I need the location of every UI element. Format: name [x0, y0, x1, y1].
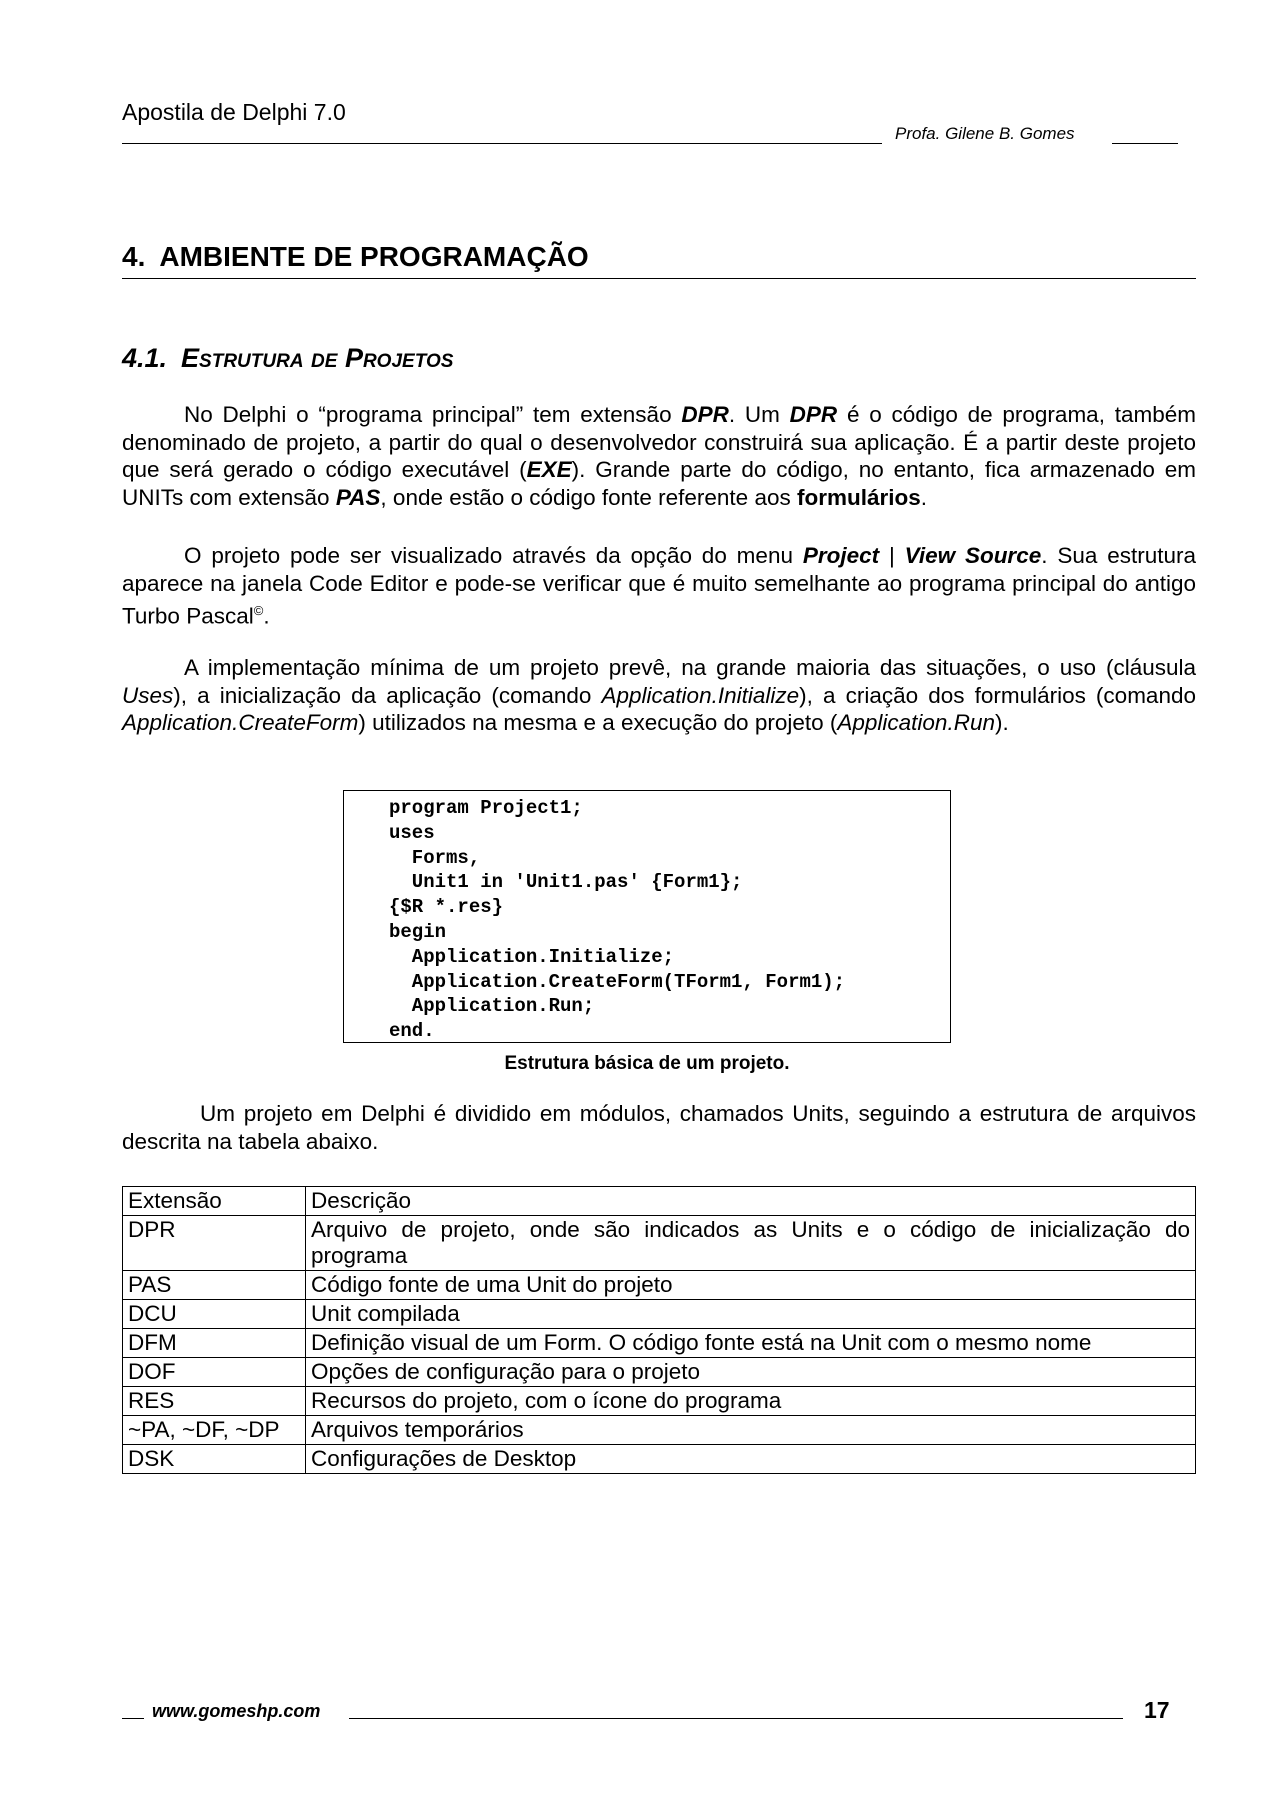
table-cell-extension: DSK	[123, 1445, 306, 1474]
p3-run: Application.Run	[837, 710, 995, 736]
p1-text-2: . Um	[728, 402, 790, 427]
section-title: Estrutura de Projetos	[181, 343, 454, 373]
table-cell-extension: DOF	[123, 1358, 306, 1387]
table-cell-extension: DCU	[123, 1300, 306, 1329]
table-header-cell: Extensão	[123, 1187, 306, 1216]
code-listing	[389, 796, 845, 1044]
table-cell-extension: ~PA, ~DF, ~DP	[123, 1416, 306, 1445]
code-line: end.	[389, 1020, 435, 1043]
table-cell-description: Configurações de Desktop	[306, 1445, 1196, 1474]
code-line: Unit1 in 'Unit1.pas' {Form1};	[389, 871, 743, 894]
code-box	[343, 790, 951, 1043]
p3-text-1: A implementação mínima de um projeto prevê, na grande maioria das situações, o uso (cláusula	[184, 655, 1196, 680]
p1-exe: EXE	[526, 457, 572, 483]
paragraph-view-source	[122, 542, 1196, 630]
table-row	[123, 1445, 1196, 1474]
p3-initialize: Application.Initialize	[601, 682, 800, 708]
p2-view-source: View Source	[904, 543, 1042, 568]
header-author: Profa. Gilene B. Gomes	[895, 124, 1075, 143]
code-line: {$R *.res}	[389, 896, 504, 919]
code-line: begin	[389, 920, 447, 943]
table-cell-description: Código fonte de uma Unit do projeto	[306, 1271, 1196, 1300]
p1-text-1: No Delphi o “programa principal” tem extensão	[184, 402, 682, 427]
section-heading	[122, 342, 453, 374]
chapter-heading	[122, 240, 1196, 279]
p2-text-3: . Sua estrutura aparece na janela Code Editor e pode-se verificar que é muito semelhante ao programa principal do antigo Turbo Pascal	[122, 543, 1197, 629]
table-row	[123, 1416, 1196, 1445]
p1-formularios: formulários	[796, 484, 921, 510]
table-cell-extension: PAS	[123, 1271, 306, 1300]
p3-text-2: ), a inicialização da aplicação (comando	[173, 682, 602, 708]
footer-leading-rule	[122, 1718, 144, 1719]
p3-uses: Uses	[122, 682, 174, 708]
p3-text-4: ) utilizados na mesma e a execução do projeto (	[358, 710, 838, 736]
footer-rule	[349, 1718, 1123, 1719]
paragraph-dpr	[122, 401, 1196, 511]
table-row	[123, 1216, 1196, 1271]
table-cell-description: Recursos do projeto, com o ícone do programa	[306, 1387, 1196, 1416]
extension-table	[122, 1186, 1196, 1474]
footer-site: www.gomeshp.com	[152, 1701, 321, 1721]
header-title: Apostila de Delphi 7.0	[122, 99, 346, 125]
p2-text-4: .	[263, 603, 270, 629]
table-cell-description: Unit compilada	[306, 1300, 1196, 1329]
table-cell-extension: DFM	[123, 1329, 306, 1358]
p1-text-6: .	[920, 484, 928, 510]
table-row	[123, 1271, 1196, 1300]
table-cell-description: Arquivos temporários	[306, 1416, 1196, 1445]
p3-text-3: ), a criação dos formulários (comando	[799, 682, 1196, 708]
paragraph-implementation	[122, 654, 1196, 737]
table-header-row	[123, 1187, 1196, 1216]
p1-dpr-2: DPR	[789, 402, 838, 427]
chapter-title: AMBIENTE DE PROGRAMAÇÃO	[159, 241, 589, 272]
code-line: Application.Run;	[389, 995, 595, 1018]
section-number: 4.1.	[122, 343, 168, 373]
code-line: Forms,	[389, 846, 481, 869]
p1-text-4: ). Grande parte do código, no entanto, fica armazenado em UNITs com extensão	[122, 457, 1196, 510]
p1-dpr-1: DPR	[681, 402, 729, 427]
p1-pas: PAS	[335, 484, 381, 510]
copyright-mark: ©	[253, 603, 264, 619]
table-cell-extension: DPR	[123, 1216, 306, 1271]
code-caption: Estrutura básica de um projeto.	[504, 1053, 790, 1074]
table-row	[123, 1329, 1196, 1358]
page-number: 17	[1144, 1697, 1170, 1723]
p1-text-5: , onde estão o código fonte referente aos	[380, 484, 797, 510]
table-row	[123, 1358, 1196, 1387]
code-line: Application.Initialize;	[389, 945, 675, 968]
p3-createform: Application.CreateForm	[122, 710, 359, 736]
p2-text-1: O projeto pode ser visualizado através da opção do menu	[184, 543, 803, 568]
table-row	[123, 1387, 1196, 1416]
table-cell-extension: RES	[123, 1387, 306, 1416]
code-line: uses	[389, 821, 435, 844]
table-header-cell: Descrição	[306, 1187, 1196, 1216]
p3-text-5: ).	[994, 710, 1009, 736]
header-rule	[122, 143, 882, 144]
table-cell-description: Opções de configuração para o projeto	[306, 1358, 1196, 1387]
table-row	[123, 1300, 1196, 1329]
p2-project-menu: Project	[802, 543, 880, 568]
p2-text-2: |	[879, 543, 905, 568]
table-cell-description: Definição visual de um Form. O código fonte está na Unit com o mesmo nome	[306, 1329, 1196, 1358]
table-cell-description: Arquivo de projeto, onde são indicados as Units e o código de inicialização do programa	[306, 1216, 1196, 1271]
code-line: program Project1;	[389, 797, 583, 819]
header-author-rule	[1112, 143, 1178, 144]
p1-text-3: é o código de programa, também denominado de projeto, a partir do qual o desenvolvedor construirá sua aplicação. É a partir deste projeto que será gerado o código executável (	[122, 402, 1196, 483]
paragraph-units: Um projeto em Delphi é dividido em módulos, chamados Units, seguindo a estrutura de arquivos descrita na tabela abaixo.	[122, 1101, 1196, 1154]
chapter-number: 4.	[122, 241, 146, 272]
code-line: Application.CreateForm(TForm1, Form1);	[389, 970, 846, 993]
